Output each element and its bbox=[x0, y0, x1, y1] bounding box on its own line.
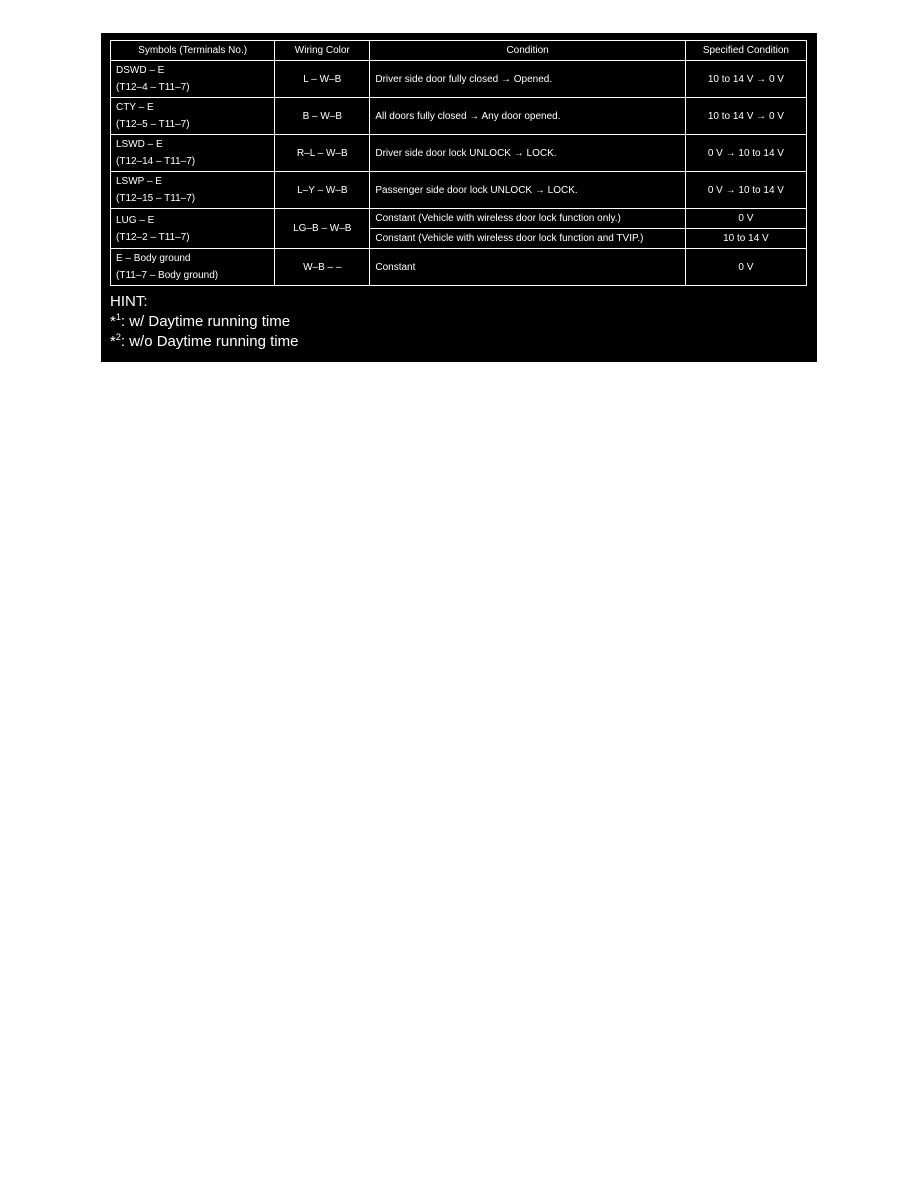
condition-cell: Driver side door lock UNLOCK → LOCK. bbox=[370, 135, 685, 172]
wiring-color-cell: B – W–B bbox=[275, 98, 370, 135]
header-condition: Condition bbox=[370, 41, 685, 61]
specified-condition-cell: 0 V → 10 to 14 V bbox=[685, 172, 806, 209]
table-row bbox=[111, 172, 807, 209]
specified-condition-cell: 10 to 14 V → 0 V bbox=[685, 61, 806, 98]
condition-cell: Passenger side door lock UNLOCK → LOCK. bbox=[370, 172, 685, 209]
terminal-numbers: (T11–7 – Body ground) bbox=[116, 270, 219, 281]
condition-cell: Driver side door fully closed → Opened. bbox=[370, 61, 685, 98]
hint-note bbox=[110, 332, 298, 352]
specified-condition-cell: 10 to 14 V → 0 V bbox=[685, 98, 806, 135]
condition-cell: Constant bbox=[370, 249, 685, 286]
specified-condition-cell: 10 to 14 V bbox=[685, 229, 806, 249]
specified-condition-cell: 0 V bbox=[685, 249, 806, 286]
symbol-name: DSWD – E bbox=[116, 65, 165, 76]
header-specified-condition: Specified Condition bbox=[685, 41, 806, 61]
symbol-name: E – Body ground bbox=[116, 253, 191, 264]
wiring-color-cell: LG–B – W–B bbox=[275, 209, 370, 249]
header-symbols: Symbols (Terminals No.) bbox=[111, 41, 275, 61]
note-text: : w/o Daytime running time bbox=[120, 333, 299, 350]
table-row bbox=[111, 98, 807, 135]
symbol-name: LUG – E bbox=[116, 214, 155, 226]
wiring-color-cell: W–B – – bbox=[275, 249, 370, 286]
table-row bbox=[111, 61, 807, 98]
wiring-color-cell: R–L – W–B bbox=[275, 135, 370, 172]
terminal-numbers: (T12–2 – T11–7) bbox=[116, 231, 190, 243]
terminal-numbers: (T12–5 – T11–7) bbox=[116, 119, 190, 130]
table-row bbox=[111, 135, 807, 172]
terminal-spec-table bbox=[110, 40, 807, 286]
hint-title: HINT: bbox=[110, 293, 148, 310]
hint-note bbox=[110, 312, 298, 332]
note-text: : w/ Daytime running time bbox=[120, 313, 291, 330]
symbol-cell bbox=[111, 61, 275, 98]
header-wiring-color: Wiring Color bbox=[275, 41, 370, 61]
specified-condition-cell: 0 V bbox=[685, 209, 806, 229]
symbol-name: LSWD – E bbox=[116, 139, 163, 150]
symbol-cell bbox=[111, 98, 275, 135]
symbol-cell bbox=[111, 172, 275, 209]
symbol-cell bbox=[111, 209, 275, 249]
hint-section bbox=[110, 292, 298, 352]
wiring-color-cell: L–Y – W–B bbox=[275, 172, 370, 209]
table-header-row bbox=[111, 41, 807, 61]
wiring-color-cell: L – W–B bbox=[275, 61, 370, 98]
symbol-cell bbox=[111, 135, 275, 172]
note-number: 1 bbox=[115, 312, 121, 322]
note-number: 2 bbox=[115, 332, 121, 342]
spec-panel bbox=[101, 33, 817, 362]
terminal-numbers: (T12–4 – T11–7) bbox=[116, 82, 190, 93]
condition-cell: All doors fully closed → Any door opened. bbox=[370, 98, 685, 135]
table-row bbox=[111, 209, 807, 229]
table-row bbox=[111, 249, 807, 286]
terminal-numbers: (T12–14 – T11–7) bbox=[116, 156, 196, 167]
condition-cell: Constant (Vehicle with wireless door lock function and TVIP.) bbox=[370, 229, 685, 249]
specified-condition-cell: 0 V → 10 to 14 V bbox=[685, 135, 806, 172]
condition-cell: Constant (Vehicle with wireless door lock function only.) bbox=[370, 209, 685, 229]
symbol-cell bbox=[111, 249, 275, 286]
note-asterisk: * bbox=[110, 313, 116, 330]
symbol-name: CTY – E bbox=[116, 102, 154, 113]
symbol-name: LSWP – E bbox=[116, 176, 162, 187]
note-asterisk: * bbox=[110, 333, 116, 350]
terminal-numbers: (T12–15 – T11–7) bbox=[116, 193, 196, 204]
